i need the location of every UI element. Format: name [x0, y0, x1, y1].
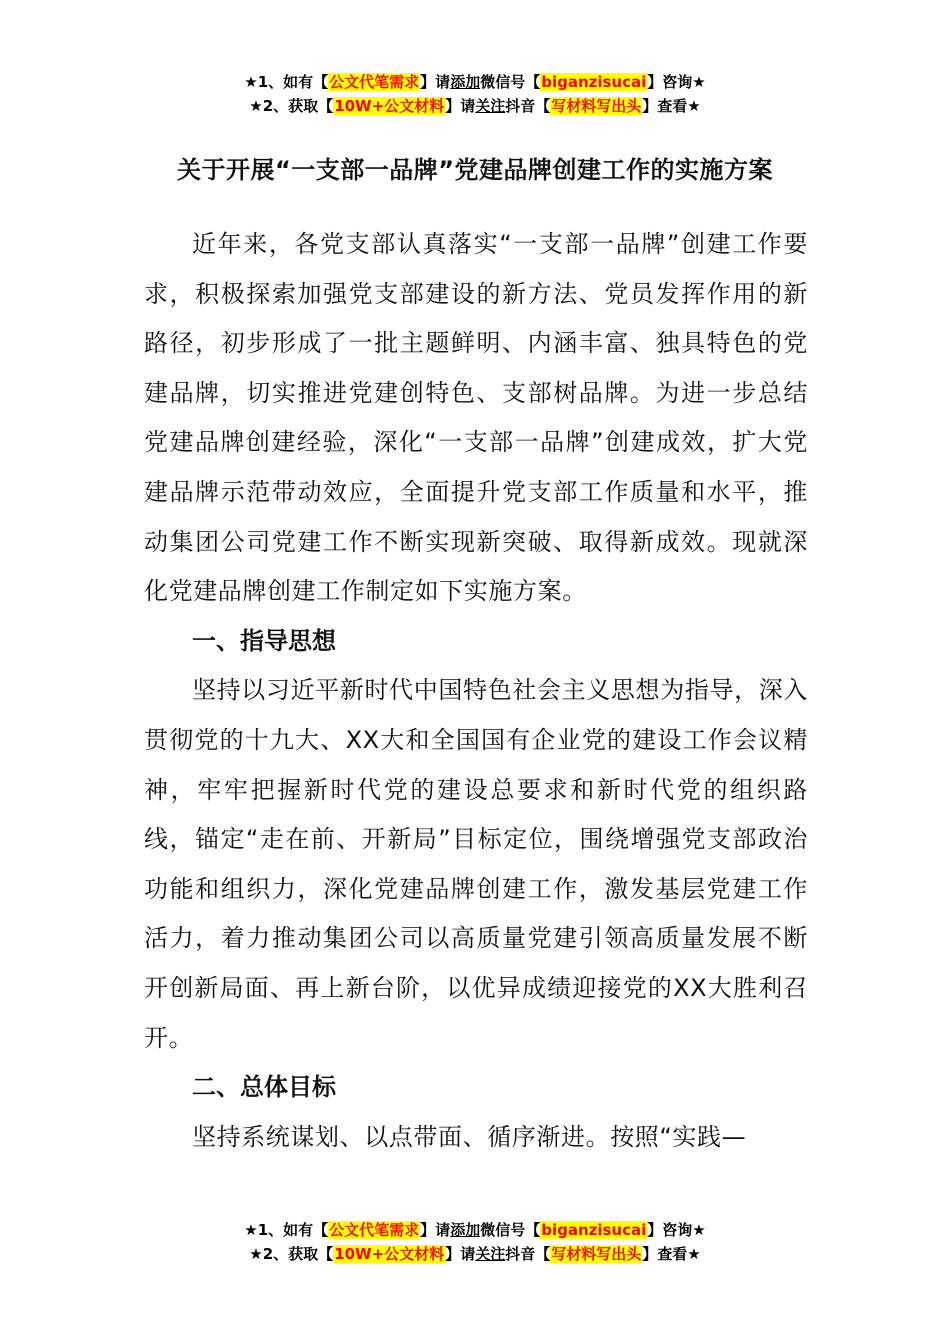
banner-line-2-bottom [0, 1242, 950, 1266]
banner-highlight-writing-service: 公文代笔需求 [329, 1221, 420, 1239]
banner-line1-prefix: ★1、如有【 [244, 1221, 329, 1239]
guiding-ideology-paragraph: 坚持以习近平新时代中国特色社会主义思想为指导，深入贯彻党的十九大、XX大和全国国有企业党的建设工作会议精神，牢牢把握新时代党的建设总要求和新时代党的组织路线，锚定“走在前、开新局”目标定位，围绕增强党支部政治功能和组织力，深化党建品牌创建工作，激发基层党建工作活力，着力推动集团公司以高质量党建引领高质量发展不断开创新局面、再上新台阶，以优异成绩迎接党的XX大胜利召开。 [144, 676, 808, 1052]
banner-line1-middle: 】请 [420, 1221, 451, 1239]
banner-line2-prefix: ★2、获取【 [249, 97, 334, 115]
banner-line1-suffix: 】咨询★ [647, 73, 706, 91]
banner-line2-emph: 关注 [475, 1245, 506, 1263]
banner-line2-suffix: 】查看★ [642, 97, 701, 115]
section-heading-guiding-ideology: 一、指导思想 [192, 626, 336, 655]
intro-paragraph: 近年来，各党支部认真落实“一支部一品牌”创建工作要求，积极探索加强党支部建设的新方法、党员发挥作用的新路径，初步形成了一批主题鲜明、内涵丰富、独具特色的党建品牌，切实推进党建创特色、支部树品牌。为进一步总结党建品牌创建经验，深化“一支部一品牌”创建成效，扩大党建品牌示范带动效应，全面提升党支部工作质量和水平，推动集团公司党建工作不断实现新突破、取得新成效。现就深化党建品牌创建工作制定如下实施方案。 [144, 230, 808, 606]
banner-highlight-douyin-account: 写材料写出头 [551, 1245, 642, 1263]
banner-highlight-materials: 10W+公文材料 [334, 1245, 445, 1263]
banner-line1-middle2: 微信号【 [480, 1221, 541, 1239]
banner-line2-suffix: 】查看★ [642, 1245, 701, 1263]
banner-line2-middle: 】请 [445, 97, 476, 115]
banner-line1-prefix: ★1、如有【 [244, 73, 329, 91]
top-ad-banner [0, 70, 950, 118]
bottom-ad-banner [0, 1218, 950, 1266]
banner-highlight-wechat-id: biganzisucai [541, 73, 647, 91]
banner-line-1-bottom [0, 1218, 950, 1242]
banner-line2-emph: 关注 [475, 97, 506, 115]
section-heading-overall-goals: 二、总体目标 [192, 1073, 336, 1102]
banner-highlight-douyin-account: 写材料写出头 [551, 97, 642, 115]
banner-line1-emph: 添加 [450, 73, 481, 91]
banner-line2-middle: 】请 [445, 1245, 476, 1263]
banner-highlight-wechat-id: biganzisucai [541, 1221, 647, 1239]
document-body [144, 220, 808, 1162]
banner-line-2 [0, 94, 950, 118]
banner-line1-suffix: 】咨询★ [647, 1221, 706, 1239]
overall-goals-paragraph: 坚持系统谋划、以点带面、循序渐进。按照“实践— [192, 1122, 747, 1151]
banner-line2-middle2: 抖音【 [505, 1245, 551, 1263]
banner-line1-middle: 】请 [420, 73, 451, 91]
banner-highlight-writing-service: 公文代笔需求 [329, 73, 420, 91]
banner-line1-middle2: 微信号【 [480, 73, 541, 91]
banner-line1-emph: 添加 [450, 1221, 481, 1239]
document-title: 关于开展“一支部一品牌”党建品牌创建工作的实施方案 [176, 156, 774, 184]
banner-line-1 [0, 70, 950, 94]
banner-highlight-materials: 10W+公文材料 [334, 97, 445, 115]
banner-line2-prefix: ★2、获取【 [249, 1245, 334, 1263]
banner-line2-middle2: 抖音【 [505, 97, 551, 115]
